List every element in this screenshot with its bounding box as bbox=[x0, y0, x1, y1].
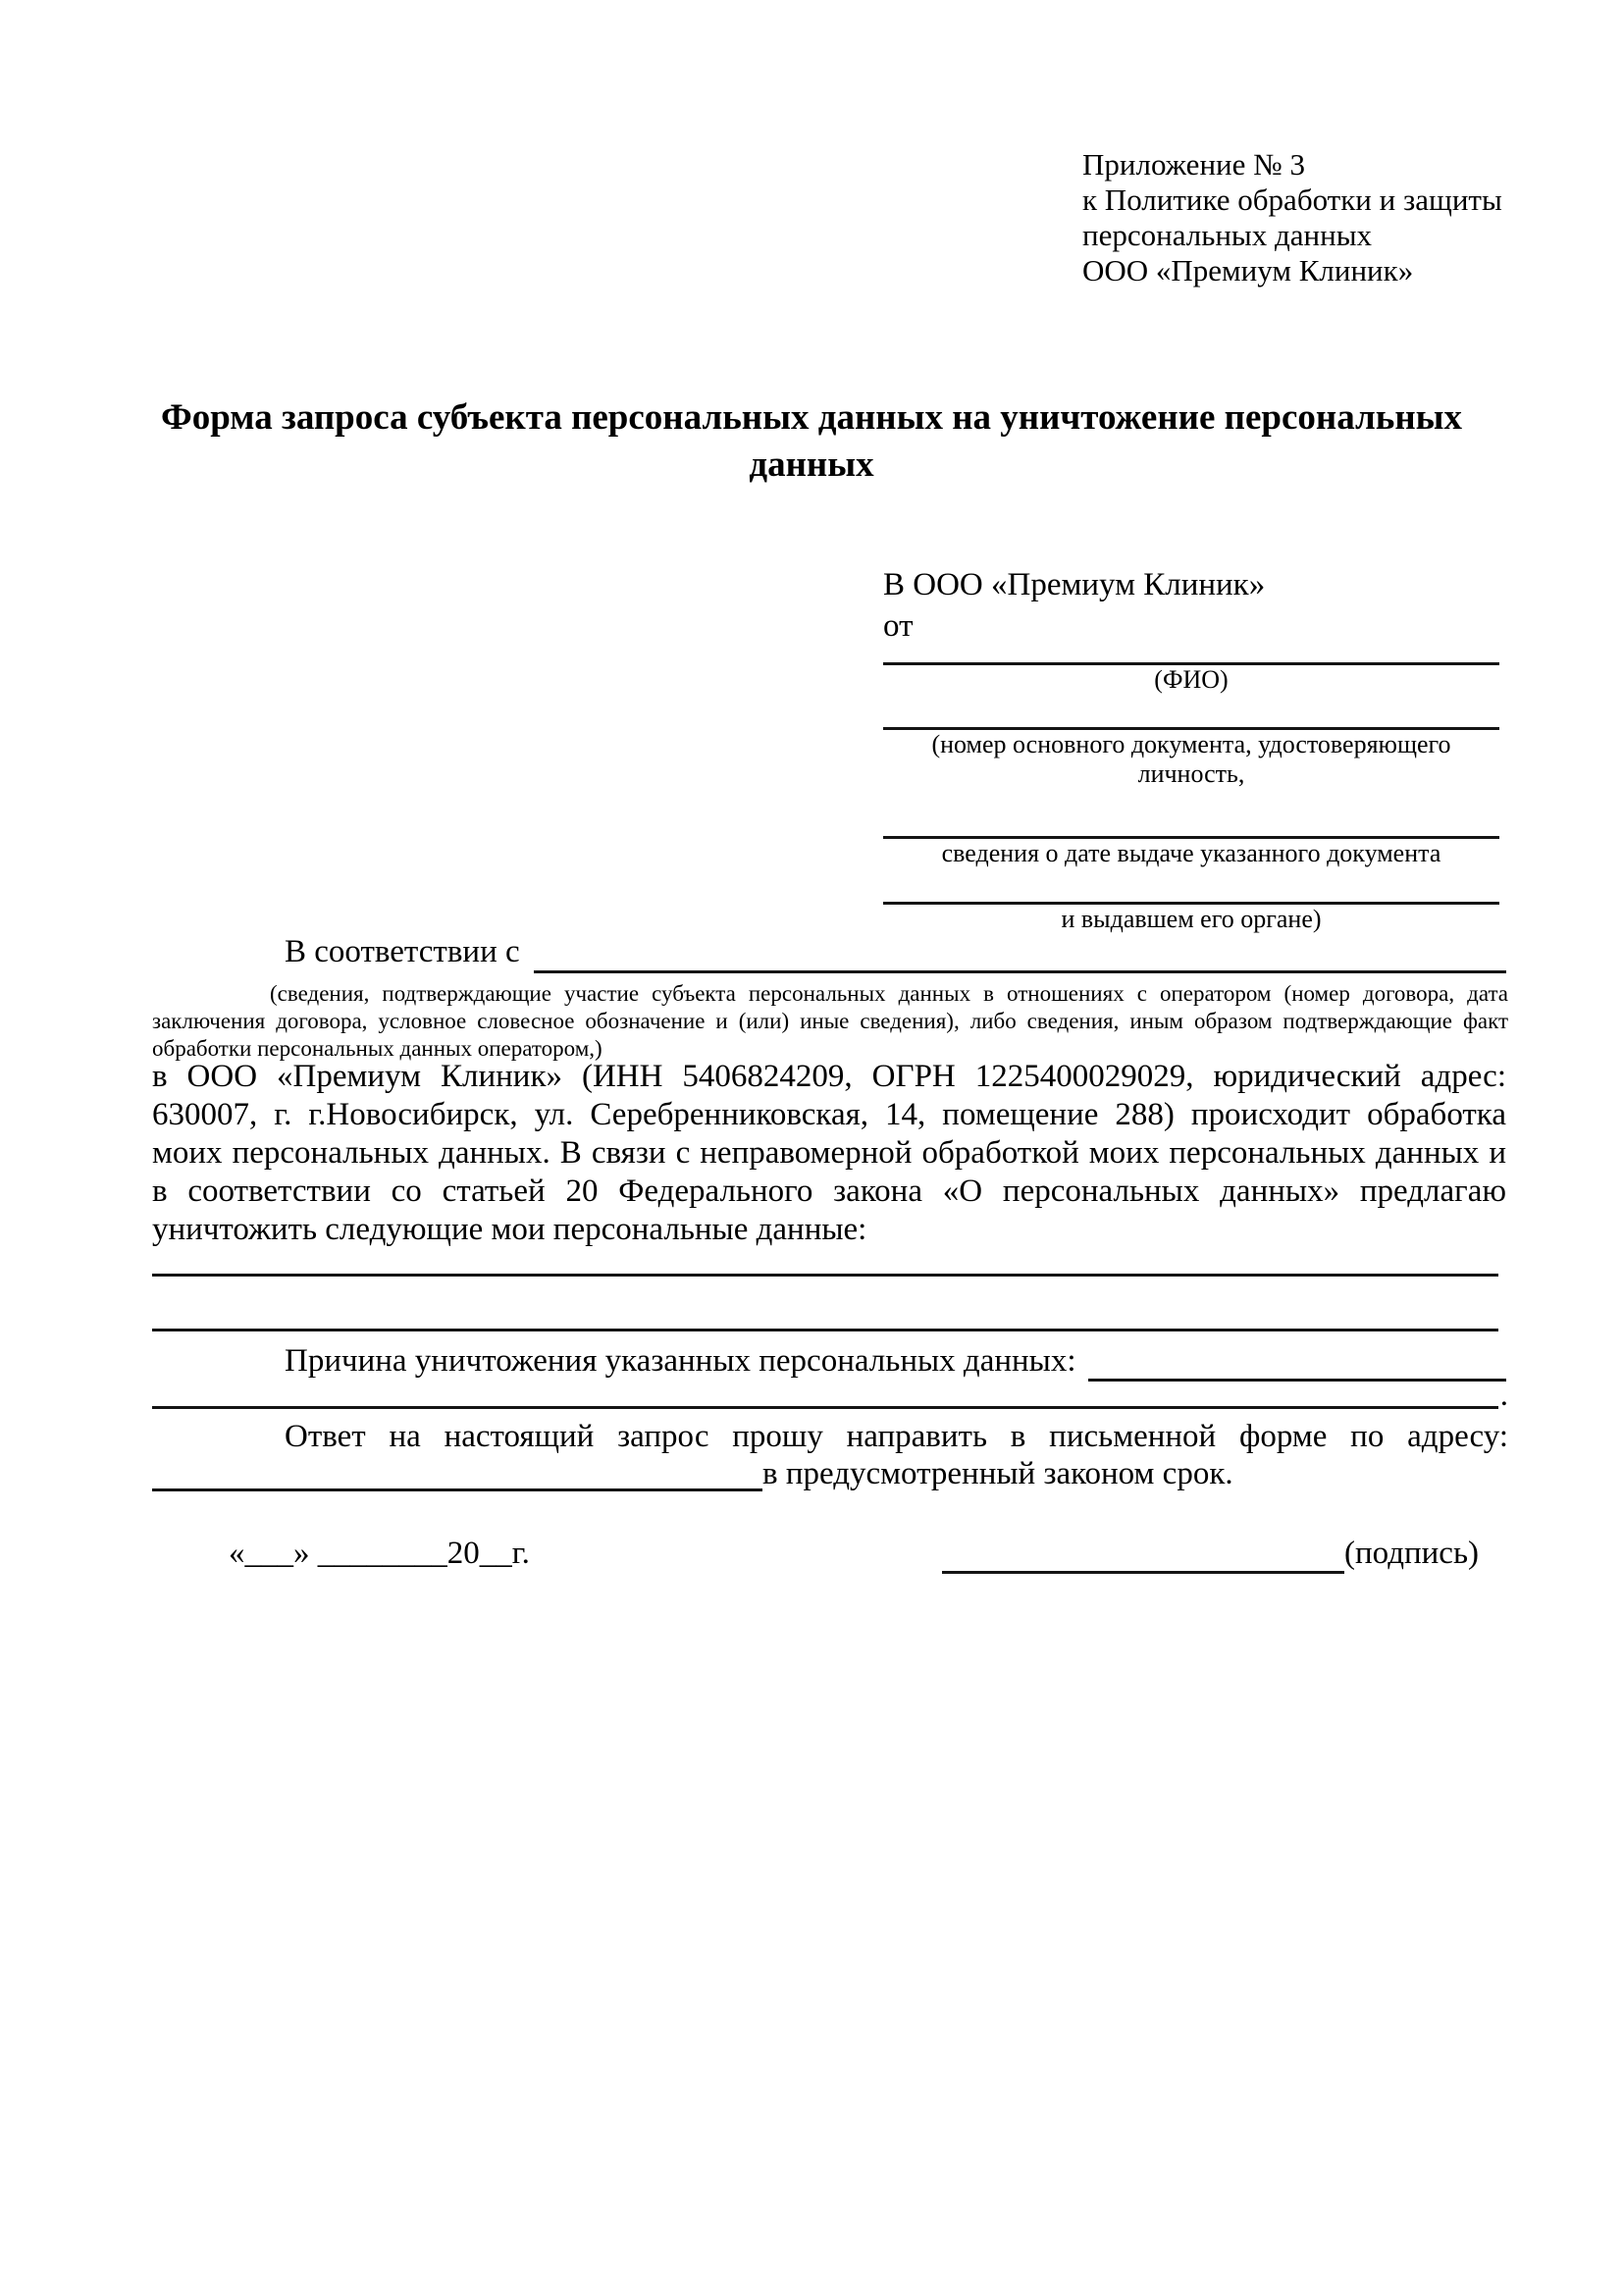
personal-data-blank-line-1 bbox=[152, 1274, 1498, 1277]
accordance-blank-line bbox=[534, 930, 1506, 973]
personal-data-blank-line-2 bbox=[152, 1329, 1498, 1331]
row-spacer bbox=[530, 1533, 942, 1574]
period-mark: . bbox=[1499, 1378, 1508, 1413]
recipient-to: В ООО «Премиум Клиник» bbox=[883, 567, 1266, 602]
accordance-footnote: (сведения, подтверждающие участие субъекта персональных данных в отношениях с оператором (номер договора, дата заключения договора, условное словесное обозначение и (или) иные сведения), либо сведения, иным образом подтверждающие факт обработки персональных данных оператором,) bbox=[152, 981, 1508, 1061]
response-request-line: Ответ на настоящий запрос прошу направить в письменной форме по адресу: bbox=[285, 1419, 1508, 1454]
issue-date-blank-line bbox=[883, 789, 1499, 839]
recipient-from-label: от bbox=[883, 608, 914, 644]
reason-continuation-row bbox=[152, 1378, 1508, 1413]
signature-blank-line bbox=[942, 1533, 1344, 1574]
document-title: Форма запроса субъекта персональных данных на уничтожение персональных данных bbox=[160, 397, 1463, 485]
appendix-note-line: к Политике обработки и защиты bbox=[1082, 183, 1502, 217]
appendix-note-line: ООО «Премиум Клиник» bbox=[1082, 253, 1414, 287]
appendix-note-line: Приложение № 3 bbox=[1082, 147, 1305, 182]
appendix-note bbox=[1082, 147, 1502, 288]
body-paragraph: в ООО «Премиум Клиник» (ИНН 5406824209, ОГРН 1225400029029, юридический адрес: 630007, г. г.Новосибирск, ул. Серебренниковская, 14, помещение 288) происходит обработка моих персональных данных. В связи с неправомерной обработкой моих персональных данных и в соответствии со статьей 20 Федерального закона «О персональных данных» предлагаю уничтожить следующие мои персональные данные: bbox=[152, 1059, 1506, 1247]
issuing-authority-caption: и выдавшем его органе) bbox=[1061, 905, 1322, 933]
accordance-row bbox=[152, 930, 1506, 973]
document-number-blank-line bbox=[883, 695, 1499, 730]
response-tail: в предусмотренный законом срок. bbox=[762, 1456, 1233, 1491]
issuing-authority-blank-line bbox=[883, 868, 1499, 905]
response-address-row bbox=[152, 1456, 1508, 1491]
issue-date-caption: сведения о дате выдаче указанного документа bbox=[941, 839, 1441, 867]
date-field: «___» ________20__г. bbox=[229, 1536, 530, 1571]
recipient-block bbox=[883, 564, 1499, 934]
appendix-note-line: персональных данных bbox=[1082, 218, 1373, 252]
reason-blank-line-2 bbox=[152, 1382, 1498, 1409]
fio-blank-line bbox=[883, 647, 1499, 665]
accordance-lead: В соответствии с bbox=[285, 934, 520, 969]
reason-blank-line bbox=[1088, 1340, 1506, 1382]
reason-row bbox=[152, 1340, 1506, 1382]
signature-caption: (подпись) bbox=[1344, 1536, 1479, 1571]
address-blank-line bbox=[152, 1456, 762, 1491]
date-signature-row bbox=[152, 1533, 1508, 1574]
document-number-caption: (номер основного документа, удостоверяющего личность, bbox=[931, 730, 1451, 788]
reason-label: Причина уничтожения указанных персональных данных: bbox=[285, 1343, 1076, 1379]
fio-caption: (ФИО) bbox=[1154, 665, 1229, 694]
